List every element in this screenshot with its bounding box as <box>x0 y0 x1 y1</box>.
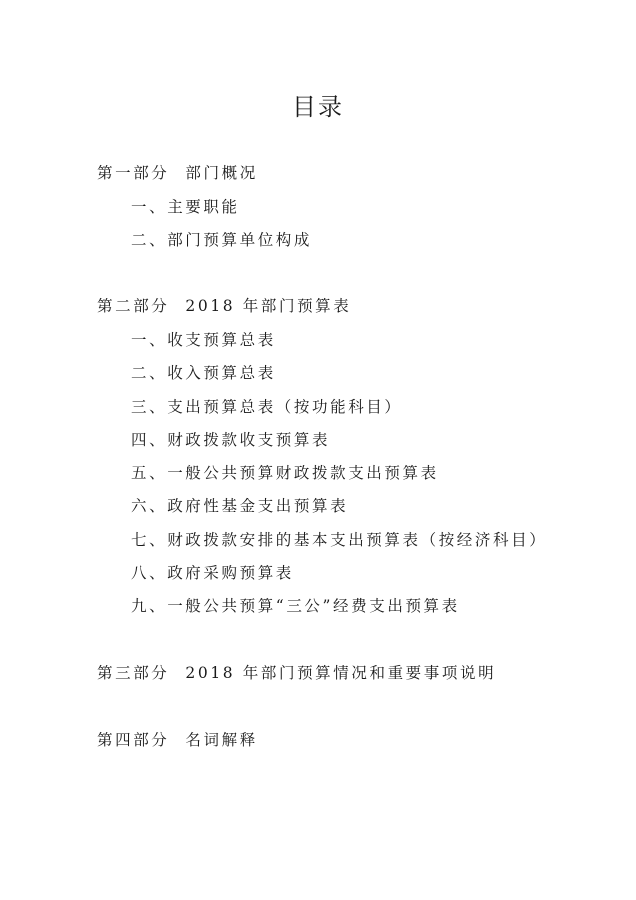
toc-item: 一、收支预算总表 <box>131 331 276 349</box>
toc-item: 二、部门预算单位构成 <box>131 231 313 249</box>
toc-part-2 <box>97 296 351 316</box>
part-label: 第一部分 <box>97 164 170 182</box>
toc-item: 九、一般公共预算“三公”经费支出预算表 <box>131 597 460 615</box>
toc-item: 四、财政拨款收支预算表 <box>131 431 331 449</box>
part-label: 第二部分 <box>97 297 170 315</box>
toc-item: 二、收入预算总表 <box>131 364 276 382</box>
part-name: 2018 年部门预算情况和重要事项说明 <box>185 664 497 682</box>
part-name: 名词解释 <box>185 731 258 749</box>
toc-item: 六、政府性基金支出预算表 <box>131 497 349 515</box>
toc-item: 八、政府采购预算表 <box>131 564 294 582</box>
toc-title: 目录 <box>292 93 344 121</box>
toc-part-1 <box>97 163 258 183</box>
toc-part-3 <box>97 663 496 683</box>
toc-item: 一、主要职能 <box>131 198 240 216</box>
part-label: 第三部分 <box>97 664 170 682</box>
part-name: 部门概况 <box>185 164 258 182</box>
toc-item: 七、财政拨款安排的基本支出预算表（按经济科目） <box>131 531 548 549</box>
toc-item: 五、一般公共预算财政拨款支出预算表 <box>131 464 439 482</box>
toc-item: 三、支出预算总表（按功能科目） <box>131 398 403 416</box>
toc-part-4 <box>97 730 258 750</box>
part-label: 第四部分 <box>97 731 170 749</box>
part-name: 2018 年部门预算表 <box>185 297 352 315</box>
